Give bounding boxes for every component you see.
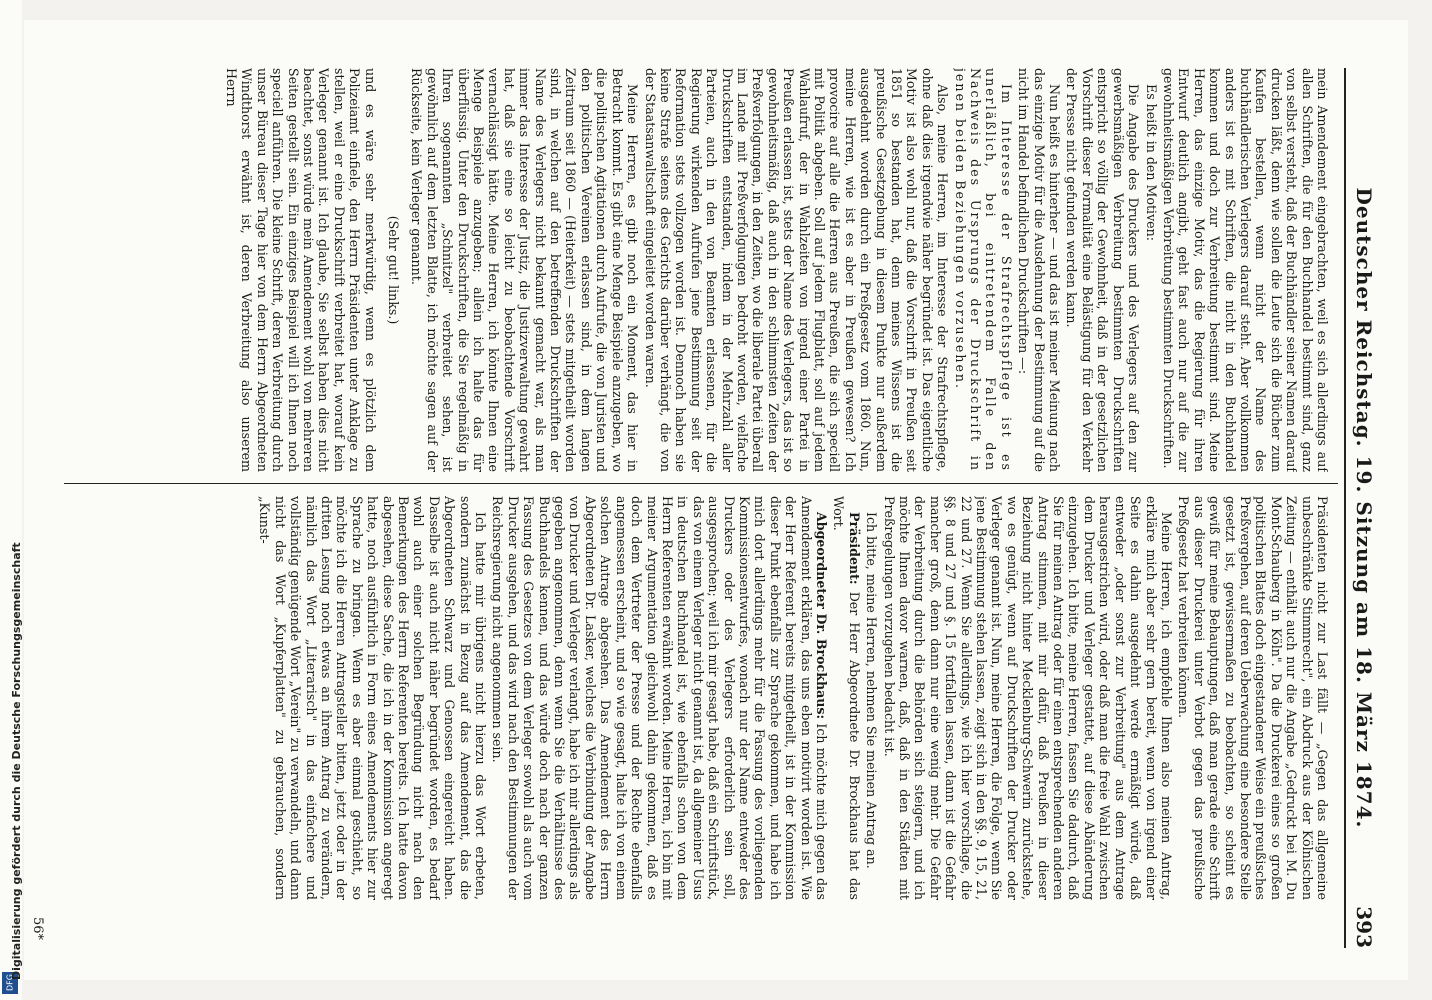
left-column bbox=[64, 68, 1330, 472]
scanned-page bbox=[24, 20, 1408, 980]
page-header bbox=[1344, 68, 1380, 948]
right-column bbox=[64, 496, 1330, 900]
quote-paragraph: Die Angabe des Druckers und des Verlegers auf den zur gewerbsmäßigen Verbreitung bestimmten Druckschriften entspricht so völlig der Gewohnheit, daß in der gesetzlichen Vorschrift dieser Formalität eine Belästigung für den Verkehr der Presse nicht gefunden werden kann. bbox=[1064, 68, 1142, 472]
column-divider bbox=[64, 483, 1338, 484]
speech-text: Der Herr Abgeordnete Dr. Brockhaus hat das Wort. bbox=[831, 496, 862, 900]
paragraph: Meine Herren, ich empfehle Ihnen also meinen Antrag, erkläre mich aber sehr gern bereit, wenn von irgend einer Seite es dahin ausgedehnt werde ermäßigt würde, daß entweder „oder sonst zur Verbreitung" aus dem Antrage herausgestrichen wird, oder daß man die freie Wahl zwischen dem Drucker und Verleger gestattet, auf diese Abänderung einzugehen. Ich bitte, meine Herren, fassen Sie dadurch, daß Sie für meinen Antrag oder für einen entsprechenden anderen Antrag stimmen, mit mir dafür, daß Preußen in dieser Beziehung nicht hinter Mecklenburg-Schwerin zurückstehe, wo es genügt, wenn auf Druckschriften der Drucker oder Verleger genannt ist. Nun, meine Herren, die Folge, wenn Sie jene Bestimmung stehen lassen, zeigt sich in den §§. 9, 15, 21, 22 und 27. Wenn Sie allerdings, wie ich hier vorschlage, die §§. 8 und 27 und §. 15 fortfallen lassen, dann ist die Gefahr mancher groß, denn dann nur eine wenig mehr. Die Gefahr der Verbreitung durch die Behörden sich steigern, und ich möchte Ihnen davor warnen, daß, daß in den Städten mit Preßregelungen vorzugehen bedacht ist. bbox=[881, 496, 1174, 900]
page-title: Deutscher Reichstag. 19. Sitzung am 18. März 1874. bbox=[1352, 187, 1376, 829]
digitization-sidebar bbox=[0, 0, 22, 1000]
paragraph: mein Amendement eingebrachten, weil es sich allerdings auf allen Schriften, die für den Buchhandel bestimmt sind, ganz von selbst versteht, daß der Buchhändler seiner Namen darauf drucken läßt, denn wie sollen die Leute sich die Bücher zum Kaufen bestellen, wenn nicht der Name des buchhändlerischen Verlegers darauf steht. Aber vollkommen anders ist es mit Schriften, die nicht in den Buchhandel kommen und doch zur Verbreitung bestimmt sind. Meine Herren, das einzige Motiv, das die Regierung für ihren Entwurf deutlich angibt, geht fast auch nur auf die zur gewohnheitsmäßigen Verbreitung bestimmten Druckschriften. bbox=[1160, 68, 1330, 472]
speaker-label: Abgeordneter Dr. Brockhaus: bbox=[814, 512, 829, 720]
speaker-label: Präsident: bbox=[846, 512, 862, 585]
page-number: 393 bbox=[1352, 906, 1376, 948]
quote-paragraph: Im Interesse der Strafrechtspflege ist es unerläßlich, bei eintretendem Falle den Nachweis des Ursprungs der Druckschrift in jenen beiden Beziehungen vorzusehen. bbox=[952, 68, 1014, 472]
paragraph: Ich hatte mir übrigens nicht hierzu das Wort erbeten, sondern zunächst in Bezug auf das Amendement, das die Abgeordneten Schwarz und Genossen eingereicht haben. Dasselbe ist auch nicht näher begründet worden, es bedarf wohl auch einer solchen Begründung nicht nach den Bemerkungen des Herrn Referenten bereits. Ich hatte davon abgesehen, diese Sache, die ich in der Kommission angeregt hatte, noch ausführlich in Form eines Amendements hier zur Sprache zu bringen. Wenn es aber einmal geschieht, so möchte ich die Herren Antragsteller bitten, jetzt oder in der dritten Lesung noch etwas an ihrem Antrag zu verändern, nämlich das Wort „Literarisch" in das einfachere und vollständig genügende Wort „Verein" zu verwandeln, und dann nicht das Wort „Kupferplatten" zu gebrauchen, sondern „Kunst- bbox=[257, 496, 489, 900]
interjection: (Sehr gut! links.) bbox=[386, 215, 402, 325]
paragraph: und es wäre sehr merkwürdig, wenn es plötzlich dem Polizeiamt einfiele, den Herrn Präsidenten unter Anklage zu stellen, weil er eine Druckschrift verbreitet hat, worauf kein Verleger genannt ist. Ich glaube, Sie selbst haben dies nicht beachtet, sonst würde mein Amendement wohl von mehreren Seiten gestellt sein. Ein einziges Beispiel will ich Ihnen noch speciell anführen. Die kleine Schrift, deren Verbreitung durch unser Büreau dieser Tage hier von dem Herrn Abgeordneten Windthorst erwähnt ist, deren Verbreitung also unserem Herrn bbox=[223, 68, 378, 472]
paragraph: Ich bitte, meine Herren, nehmen Sie meinen Antrag an. bbox=[864, 512, 880, 869]
digitization-credit: Digitalisierung gefördert durch die Deutsche Forschungsgemeinschaft bbox=[10, 542, 23, 980]
speech-text: Ich möchte mich gegen das Amendement erklären, das uns eben motivirt worden ist. Wie der Herr Referent bereits mitgetheilt, ist in der Kommission dieser Punkt ebenfalls zur Sprache gekommen, und habe ich mich dort allerdings mehr für die Fassung des vorliegenden Kommissionsentwurfes, wonach nur der Name entweder des Druckers oder des Verlegers erforderlich sein soll, ausgesprochen; weil ich mir gesagt habe, daß ein Schriftstück, das von einem Verleger nicht genannt ist, da allgemeiner Usus in deutschen Buchhandel ist, wie ebenfalls schon von dem Herrn Referenten erwähnt worden. Meine Herren, ich bin mit meiner Argumentation gleichwohl dahin gekommen, daß es doch dem Vertreter der Presse und der Rechte ebenfalls angemessen erscheint, und so wie gesagt, halte ich von einem solchen Antrage abgesehen. Das Amendement des Herrn Abgeordneten Dr. Lasker, welches die Verbindung der Angabe von Drucker und Verleger verlangt, habe ich mir allerdings als gegeben angenommen, denn wenn Sie die Verhältnisse des Buchhandels kennen, und das würde doch nach der ganzen Fassung des Gesetzes von dem Verleger sowohl als auch vom Drucker ausgehen, und das wird nach den Bestimmungen der Reichsregierung nicht angenommen sein. bbox=[490, 496, 829, 900]
speaker-paragraph bbox=[490, 496, 829, 900]
paragraph: Meine Herren, es gibt noch ein Moment, das hier in Betracht kommt. Es gibt eine Menge Beispiele anzugeben, wo die politischen Agitationen durch Aufrufe, die von Juristen und den politischen Vereinen erlassen sind, in dem langen Zeitraum seit 1860 — (Heiterkeit) — stets mitgetheilt worden sind, in welchen auf den betreffenden Druckschriften der Name des Verlegers nicht bekannt gemacht war, als man immer das Interesse der Justiz, die Justizverwaltung gewahrt hat, daß sie eine so leicht zu beobachtende Vorschrift vernachlässigt hätte. Meine Herren, ich könnte Ihnen eine Menge Beispiele anzugeben; allein ich halte das für überflüssig. Unter den Druckschriften, die Sie regelmäßig in Ihren sogenannten „Schnitzel" verbreitet sehen, ist gewöhnlich auf dem letzten Blatte, ich möchte sagen auf der Rückseite, kein Verleger genannt. bbox=[409, 68, 641, 472]
paragraph: Präsidenten nicht zur Last fällt — „Gegen das allgemeine unbeschränkte Stimmrecht", ein Abdruck aus der Kölnischen Zeitung — enthält auch nur die Angabe „Gedruckt bei M. Du Mont-Schauberg in Köln". Da die Druckerei eines so großen politischen Blattes doch eingestandener Weise ein preußisches Preßvergehen, auf deren Ueberwachung eine besondere Stelle gesetzt ist, gewissermaßen zu beobachten, so scheint es gewiß für meine Behauptungen, daß man gerade eine Schrift aus dieser Druckerei unter Verbot gegen das preußische Preßgesetz hat verbreiten können. bbox=[1176, 496, 1330, 900]
signature-mark: 56* bbox=[30, 916, 45, 940]
paragraph: Es heißt in den Motiven: bbox=[1143, 84, 1159, 241]
paragraph: Nun heißt es hinterher — und das ist meiner Meinung nach das einzige Motiv für die Ausdehnung der Bestimmung auf die nicht im Handel befindlichen Druckschriften —: bbox=[1016, 68, 1063, 472]
speaker-paragraph bbox=[831, 496, 862, 900]
paragraph: Also, meine Herren, im Interesse der Strafrechtspflege, ohne daß dies irgendwie näher begründet ist. Das eigentliche Motiv ist also wohl nur, daß die Vorschrift in Preußen seit 1851 so bestanden hat, denn meines Wissens ist die preußische Gesetzgebung in diesem Punkte nur außerdem ausgedehnt worden durch ein Preßgesetz vom 1860. Nun, meine Herren, wie ist es aber in Preußen gewesen? Ich provocire auf alle die Herren aus Preußen, die sich speciell mit Politik abgeben. Soll auf jedem Flugblatt, soll auf jedem Wahlaufruf, der in Wahlzeiten von irgend einer Partei in Preußen erlassen ist, stets der Name des Verlegers, das ist so gewohnheitsmäßig, daß auch in den schlimmsten Zeiten der Preßverfolgungen, in den Zeiten, wo die liberale Partei überall im Lande mit Preßverfolgungen bedroht worden, vielfache Druckschriften entstanden, indem in der Mehrzahl aller Parteien, auch in den von Beamten erlassenen, für die Regierung wirkenden Aufrufen jene Bestimmung seit der Reformation stets vollzogen worden ist. Dennoch haben sie keine Strafe seitens des Gerichts darüber verhängt, die von der Staatsanwaltschaft eingeleitet worden waren. bbox=[642, 68, 951, 472]
dfg-logo-icon: DFG bbox=[2, 972, 18, 994]
